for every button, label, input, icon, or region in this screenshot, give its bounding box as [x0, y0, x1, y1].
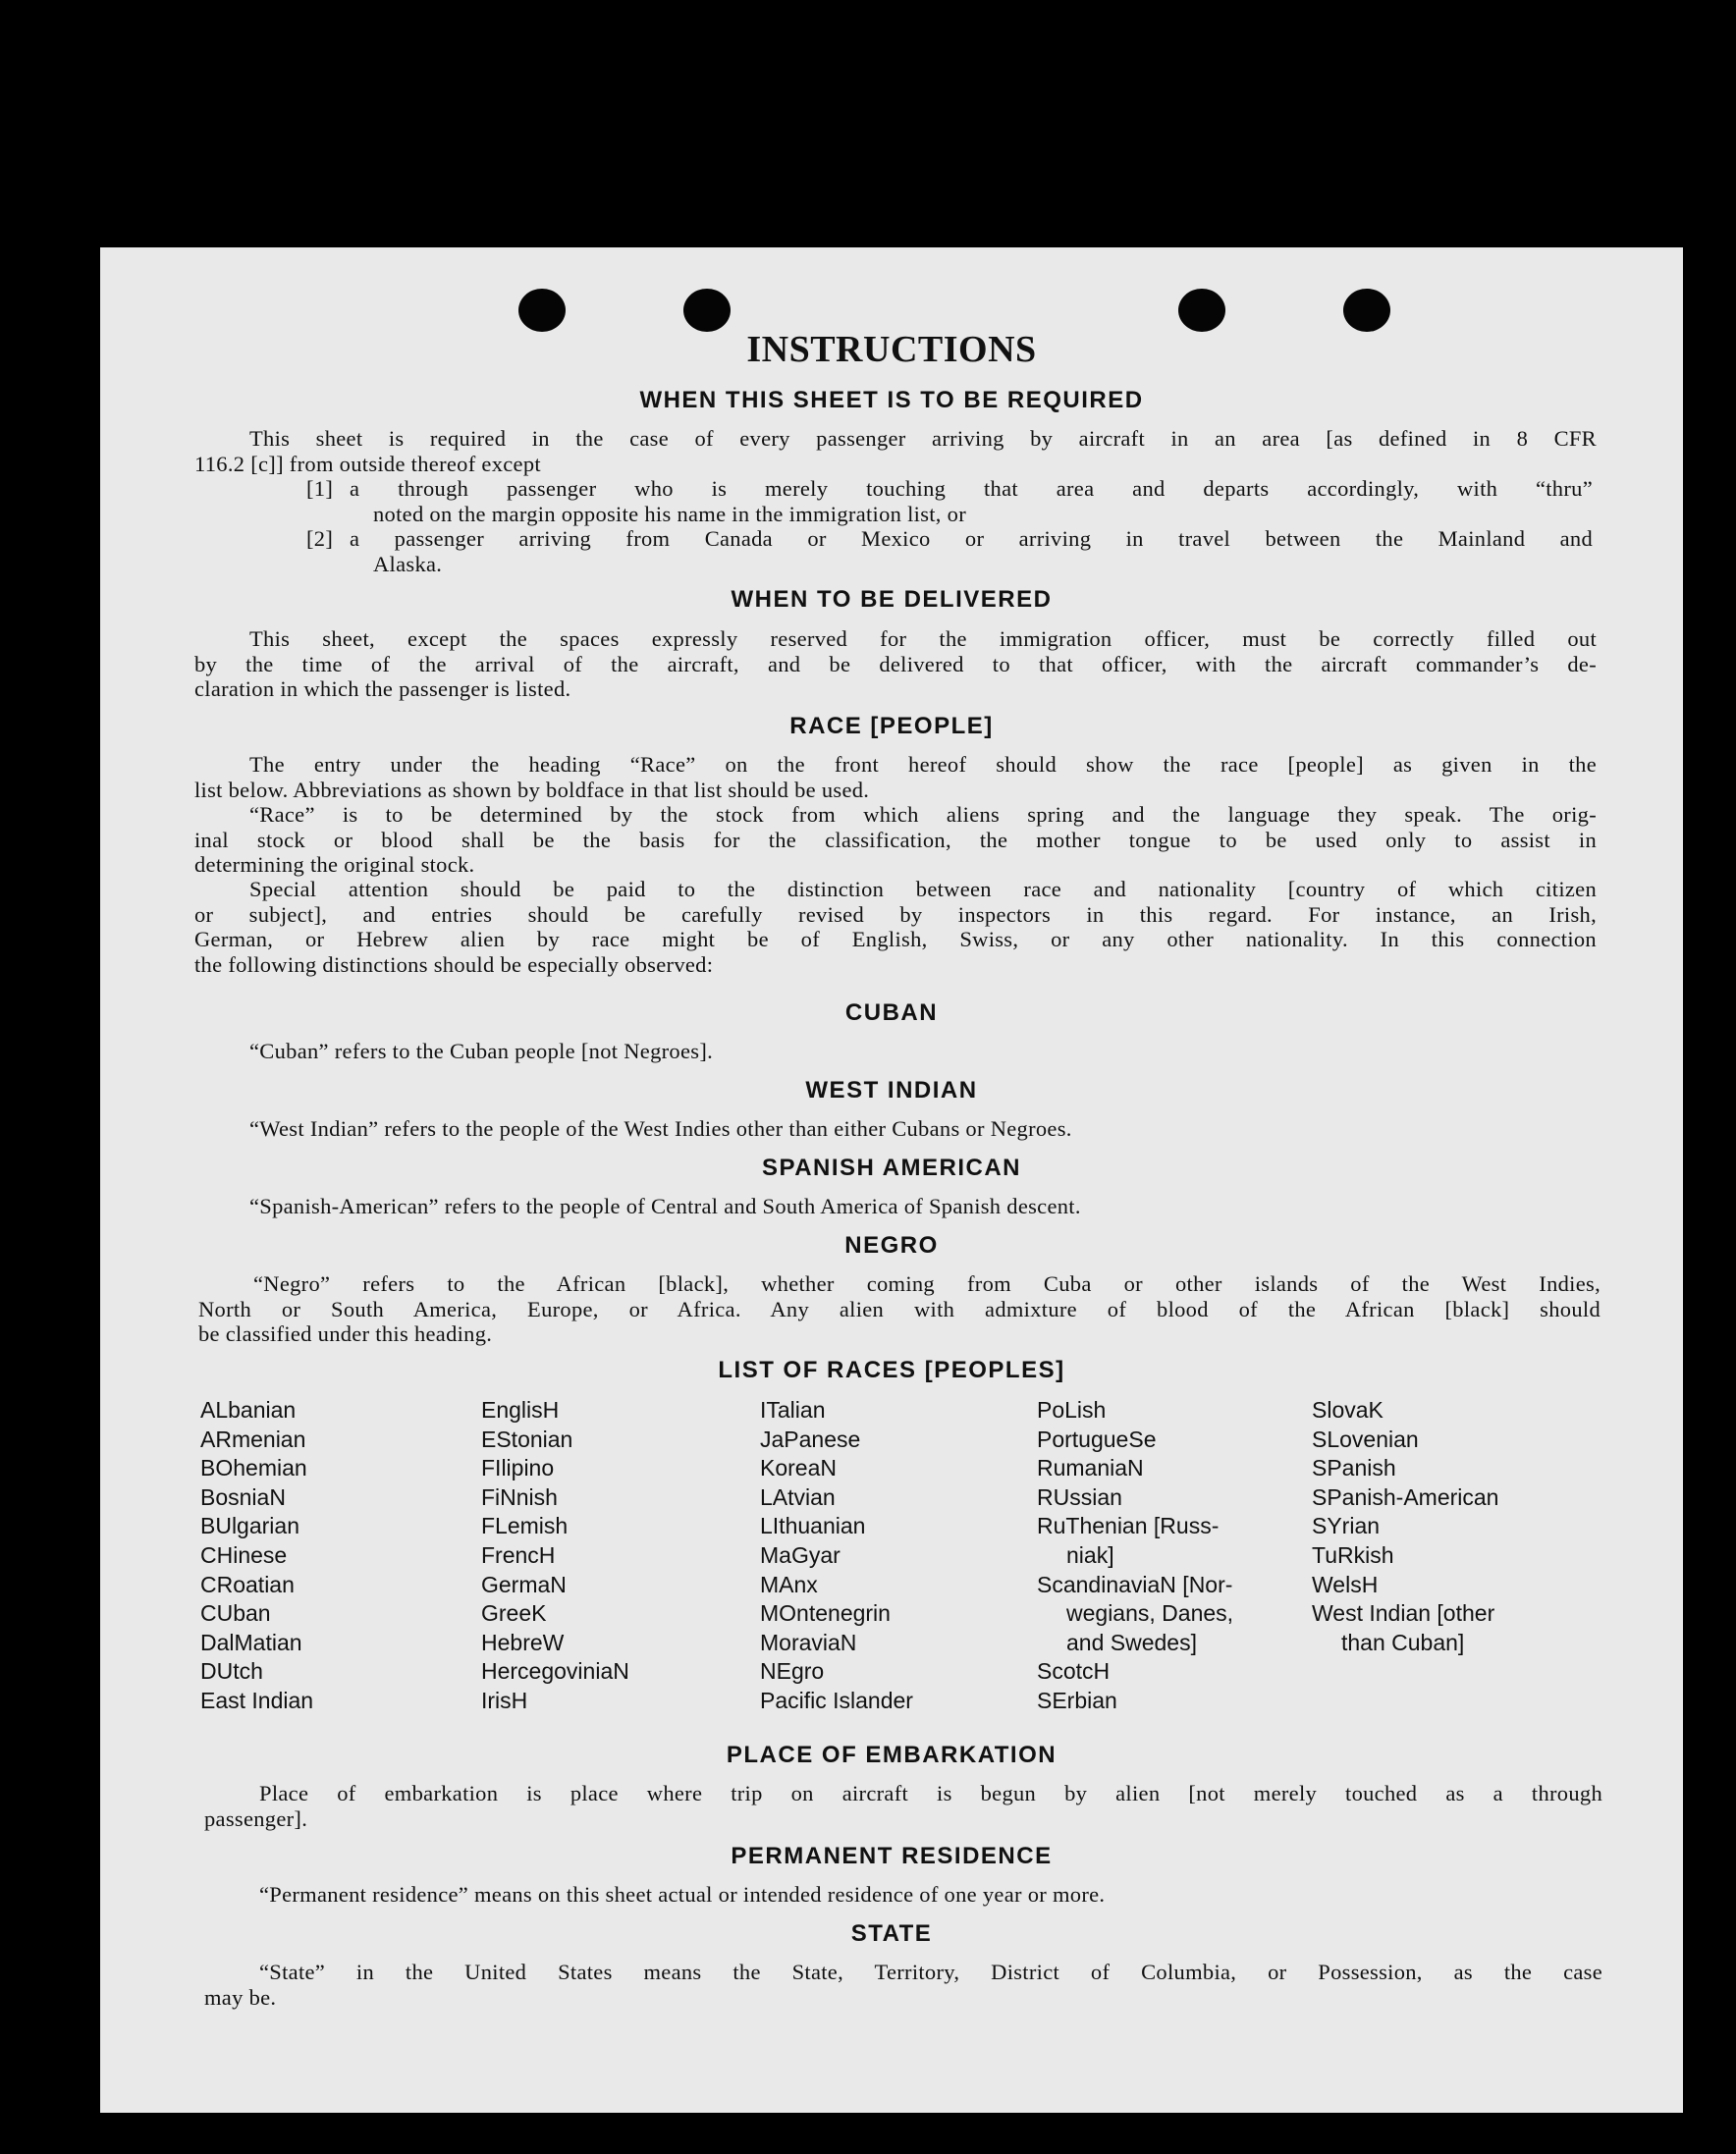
race-item: ALbanian — [200, 1397, 297, 1423]
race-item: BOhemian — [200, 1455, 307, 1481]
heading-state: STATE — [850, 1920, 933, 1947]
race-item: ITalian — [760, 1397, 826, 1423]
state-text — [204, 1960, 1602, 2010]
race-item: RuThenian [Russ- — [1037, 1513, 1220, 1539]
text-line: Special attention should be paid to the distinction between race and nationality [country of which citizen — [249, 877, 1597, 901]
race-paragraph-3 — [194, 877, 1597, 977]
race-paragraph-2 — [194, 802, 1597, 878]
race-item: and Swedes] — [1066, 1629, 1197, 1655]
text-line: “Race” is to be determined by the stock from which aliens spring and the language they speak. The orig- — [249, 802, 1597, 827]
race-item: PoLish — [1037, 1397, 1107, 1423]
race-item: RUssian — [1037, 1483, 1122, 1510]
race-item: SPanish-American — [1312, 1483, 1499, 1510]
exception-number: [1] — [306, 476, 334, 501]
race-item: PortugueSe — [1037, 1426, 1157, 1452]
race-item: FrencH — [481, 1541, 556, 1568]
text-line: or subject], and entries should be carefully revised by inspectors in this regard. For instance, an Irish, — [194, 901, 1597, 927]
race-item: MOntenegrin — [760, 1600, 891, 1627]
document-page — [100, 247, 1683, 2113]
text-line: inal stock or blood shall be the basis for the classification, the mother tongue to be used only to assist in — [194, 827, 1597, 852]
race-item: ScandinaviaN [Nor- — [1037, 1571, 1233, 1597]
when-delivered-text — [194, 626, 1597, 702]
race-item: KoreaN — [760, 1455, 837, 1481]
text-line: by the time of the arrival of the aircraft, and be delivered to that officer, with the aircraft commander’s de- — [194, 651, 1597, 676]
race-item: IrisH — [481, 1687, 528, 1713]
heading-embarkation: PLACE OF EMBARKATION — [726, 1742, 1058, 1768]
race-item: DalMatian — [200, 1629, 302, 1655]
binder-hole — [683, 289, 731, 332]
heading-spanish-american: SPANISH AMERICAN — [761, 1155, 1021, 1181]
binder-hole — [518, 289, 566, 332]
text-line: a passenger arriving from Canada or Mexico or arriving in travel between the Mainland and — [350, 526, 1593, 551]
race-item: FiNnish — [481, 1483, 558, 1510]
race-item: BosniaN — [200, 1483, 286, 1510]
cuban-text — [194, 1039, 1597, 1064]
race-item: East Indian — [200, 1687, 314, 1713]
race-item: FIlipino — [481, 1455, 555, 1481]
race-item: than Cuban] — [1341, 1629, 1465, 1655]
race-item: CRoatian — [200, 1571, 295, 1597]
embarkation-text — [204, 1781, 1602, 1831]
binder-hole — [1343, 289, 1390, 332]
race-column — [200, 1396, 313, 1716]
race-list — [200, 1396, 1595, 1713]
race-column — [760, 1396, 913, 1716]
exception-2 — [306, 526, 1593, 576]
race-item: EnglisH — [481, 1397, 560, 1423]
text-line: German, or Hebrew alien by race might be of English, Swiss, or any other nationality. In this connection — [194, 927, 1597, 951]
race-item: LAtvian — [760, 1483, 836, 1510]
race-item: GreeK — [481, 1600, 547, 1627]
heading-permanent-residence: PERMANENT RESIDENCE — [731, 1843, 1053, 1869]
heading-when-delivered: WHEN TO BE DELIVERED — [731, 586, 1053, 613]
text-line: “Cuban” refers to the Cuban people [not Negroes]. — [249, 1039, 714, 1063]
text-line: noted on the margin opposite his name in the immigration list, or — [373, 501, 967, 526]
race-item: SPanish — [1312, 1455, 1396, 1481]
when-required-intro — [194, 426, 1597, 476]
race-item: HercegoviniaN — [481, 1658, 629, 1685]
race-item: CHinese — [200, 1541, 288, 1568]
text-line: This sheet is required in the case of every passenger arriving by aircraft in an area [as defined in 8 CFR — [249, 426, 1597, 451]
text-line: 116.2 [c]] from outside thereof except — [194, 451, 541, 476]
race-column — [1037, 1396, 1233, 1716]
race-item: RumaniaN — [1037, 1455, 1144, 1481]
race-item: ARmenian — [200, 1426, 306, 1452]
page-title: INSTRUCTIONS — [746, 329, 1037, 370]
text-line: This sheet, except the spaces expressly reserved for the immigration officer, must be correctly filled out — [249, 626, 1597, 651]
text-line: The entry under the heading “Race” on the front hereof should show the race [people] as given in the — [249, 752, 1597, 777]
text-line: be classified under this heading. — [198, 1321, 493, 1346]
race-item: JaPanese — [760, 1426, 861, 1452]
race-item: FLemish — [481, 1513, 569, 1539]
text-line: “Permanent residence” means on this sheet actual or intended residence of one year or more. — [259, 1882, 1106, 1907]
race-item: MAnx — [760, 1571, 818, 1597]
text-line: a through passenger who is merely touching that area and departs accordingly, with “thru” — [350, 476, 1593, 501]
race-item: MoraviaN — [760, 1629, 857, 1655]
binder-hole — [1178, 289, 1225, 332]
race-item: SLovenian — [1312, 1426, 1419, 1452]
race-item: SlovaK — [1312, 1397, 1383, 1423]
text-line: Alaska. — [373, 551, 443, 576]
text-line: “State” in the United States means the State, Territory, District of Columbia, or Possession, as the case — [259, 1960, 1602, 1984]
text-line: North or South America, Europe, or Africa. Any alien with admixture of blood of the African [black] should — [198, 1296, 1600, 1321]
race-item: HebreW — [481, 1629, 565, 1655]
race-item: West Indian [other — [1312, 1600, 1495, 1627]
text-line: passenger]. — [204, 1805, 308, 1831]
text-line: “Spanish-American” refers to the people of Central and South America of Spanish descent. — [249, 1194, 1081, 1218]
race-item: WelsH — [1312, 1571, 1379, 1597]
race-item: ScotcH — [1037, 1658, 1111, 1685]
negro-text — [198, 1271, 1600, 1347]
race-item: SYrian — [1312, 1513, 1381, 1539]
text-line: determining the original stock. — [194, 852, 475, 877]
exception-1 — [306, 476, 1593, 526]
race-item: GermaN — [481, 1571, 567, 1597]
race-item: CUban — [200, 1600, 271, 1627]
text-line: Place of embarkation is place where trip on aircraft is begun by alien [not merely touched as a through — [259, 1781, 1602, 1805]
race-item: SErbian — [1037, 1687, 1117, 1713]
heading-cuban: CUBAN — [844, 999, 939, 1026]
spanish-american-text — [194, 1194, 1597, 1219]
residence-text — [204, 1882, 1602, 1908]
text-line: list below. Abbreviations as shown by boldface in that list should be used. — [194, 777, 870, 802]
race-paragraph-1 — [194, 752, 1597, 802]
race-item: BUlgarian — [200, 1513, 299, 1539]
exception-number: [2] — [306, 526, 334, 551]
race-item: wegians, Danes, — [1066, 1600, 1234, 1627]
heading-negro: NEGRO — [844, 1232, 939, 1259]
race-column — [1312, 1396, 1498, 1657]
heading-when-required: WHEN THIS SHEET IS TO BE REQUIRED — [639, 387, 1144, 413]
race-item: LIthuanian — [760, 1513, 866, 1539]
heading-race: RACE [PEOPLE] — [789, 713, 994, 739]
race-item: EStonian — [481, 1426, 573, 1452]
text-line: “West Indian” refers to the people of the West Indies other than either Cubans or Negroes. — [249, 1116, 1072, 1141]
race-item: niak] — [1066, 1541, 1114, 1568]
heading-list-of-races: LIST OF RACES [PEOPLES] — [718, 1357, 1065, 1383]
race-item: NEgro — [760, 1658, 825, 1685]
text-line: “Negro” refers to the African [black], whether coming from Cuba or other islands of the West Indies, — [253, 1271, 1600, 1296]
text-line: claration in which the passenger is listed. — [194, 676, 571, 701]
race-column — [481, 1396, 629, 1716]
text-line: may be. — [204, 1984, 277, 2010]
race-item: DUtch — [200, 1658, 263, 1685]
text-line: the following distinctions should be especially observed: — [194, 951, 714, 977]
race-item: MaGyar — [760, 1541, 841, 1568]
race-item: TuRkish — [1312, 1541, 1394, 1568]
heading-west-indian: WEST INDIAN — [805, 1077, 978, 1104]
west-indian-text — [194, 1116, 1597, 1142]
race-item: Pacific Islander — [760, 1687, 913, 1713]
